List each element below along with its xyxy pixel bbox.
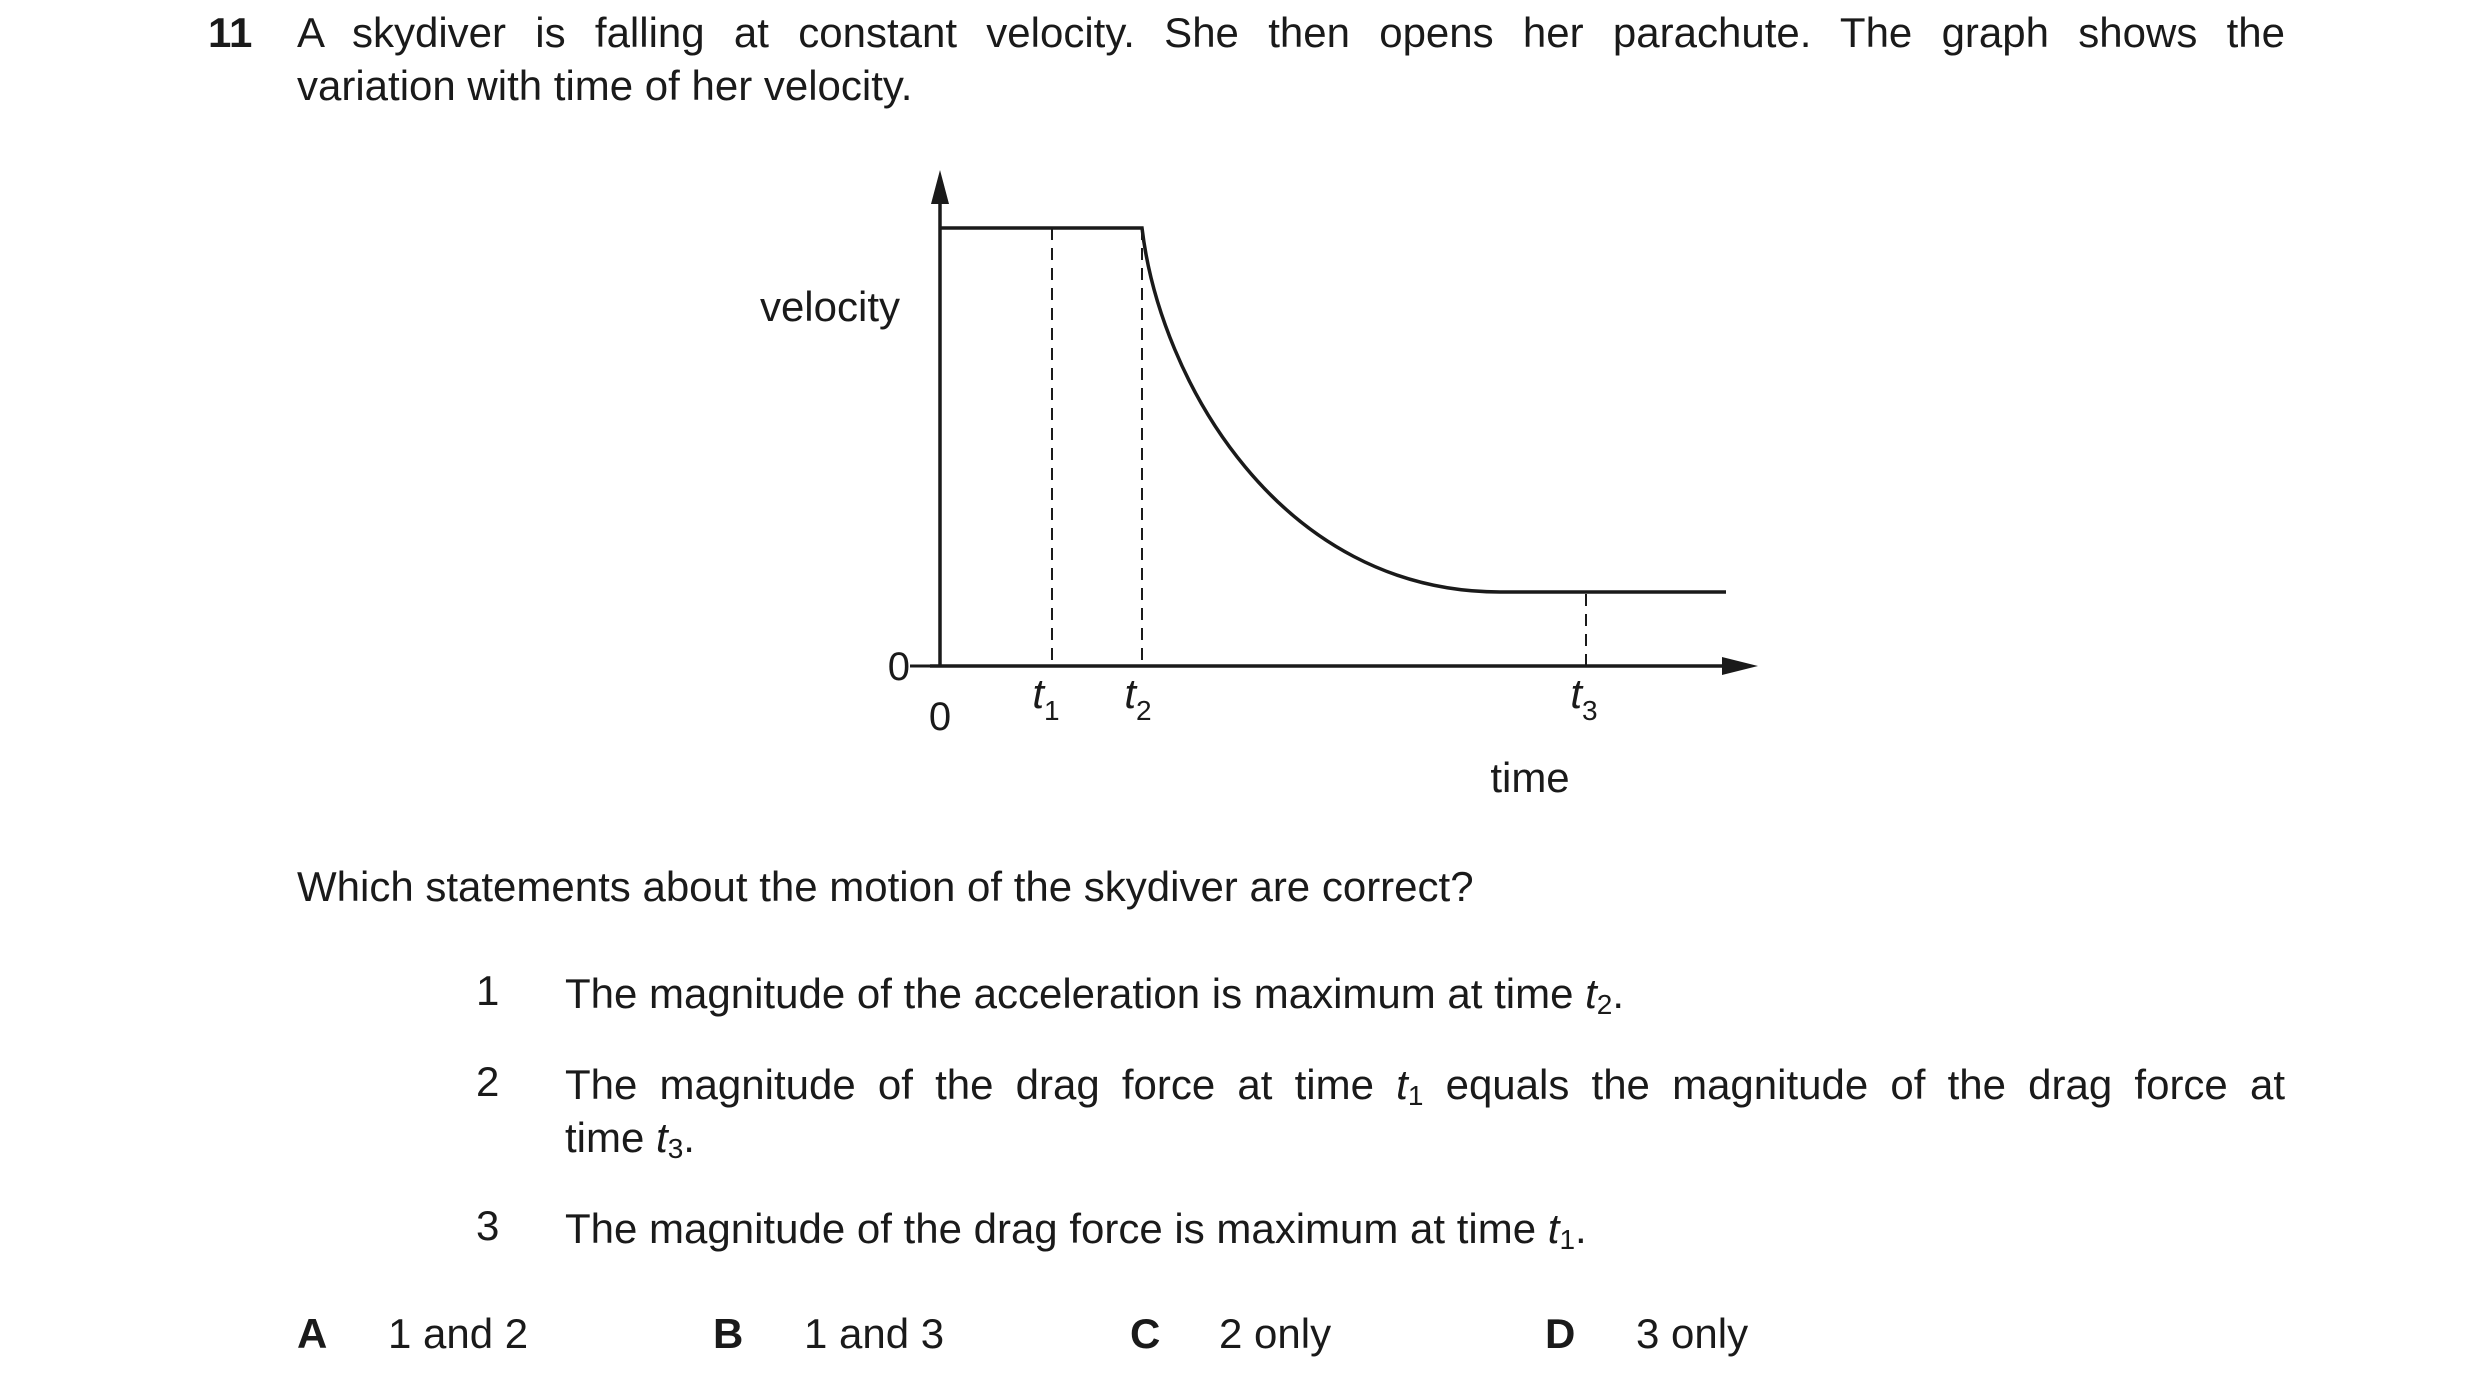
question-number: 11 [208, 9, 253, 56]
statement-2-text: The magnitude of the drag force at time [565, 1061, 1397, 1108]
statement-1-sub: 2 [1596, 989, 1613, 1020]
option-b-letter[interactable]: B [713, 1310, 744, 1357]
statement-1-text: The magnitude of the acceleration is maximum at time [565, 970, 1586, 1017]
statement-1-var: t [1585, 970, 1597, 1017]
t2-subscript: 2 [1136, 695, 1152, 726]
option-b-text[interactable]: 1 and 3 [804, 1310, 945, 1357]
option-a-text[interactable]: 1 and 2 [388, 1310, 529, 1357]
t1-label [1032, 670, 1059, 726]
question-prompt: Which statements about the motion of the skydiver are correct? [297, 863, 1474, 910]
x-axis-arrowhead [1722, 657, 1758, 675]
y-axis-zero-label: 0 [887, 645, 910, 689]
statement-1 [565, 967, 1624, 1020]
statement-2-var2: t [656, 1114, 668, 1161]
option-d-text[interactable]: 3 only [1636, 1310, 1749, 1357]
statement-3-text: The magnitude of the drag force is maximum at time [565, 1205, 1548, 1252]
t2-symbol: t [1124, 670, 1137, 717]
t1-subscript: 1 [1044, 695, 1060, 726]
statement-2-var: t [1396, 1061, 1408, 1108]
option-a-letter[interactable]: A [297, 1310, 328, 1357]
statement-3-number: 3 [476, 1202, 500, 1249]
t2-label [1124, 670, 1151, 726]
t1-symbol: t [1032, 670, 1045, 717]
option-d-letter[interactable]: D [1545, 1310, 1576, 1357]
option-c-text[interactable]: 2 only [1219, 1310, 1332, 1357]
statement-1-number: 1 [476, 967, 500, 1014]
statement-2-mid: equals the magnitude of the drag force at [1423, 1061, 2285, 1108]
statement-2-sub2: 3 [667, 1133, 684, 1164]
statement-3-end: . [1575, 1205, 1587, 1252]
velocity-curve [940, 228, 1726, 592]
t3-symbol: t [1570, 670, 1583, 717]
statement-2-sub: 1 [1407, 1080, 1424, 1111]
statement-2-number: 2 [476, 1058, 500, 1105]
statement-2-line-2 [565, 1111, 695, 1164]
statement-1-end: . [1612, 970, 1625, 1017]
statement-2-end: . [683, 1114, 695, 1161]
statement-3-sub: 1 [1559, 1224, 1576, 1255]
option-c-letter[interactable]: C [1130, 1310, 1161, 1357]
statement-3-var: t [1547, 1205, 1560, 1252]
statement-2-line-1 [565, 1058, 2285, 1111]
question-intro-line-1: A skydiver is falling at constant velocity. She then opens her parachute. The graph shows the [297, 9, 2285, 56]
y-axis-label: velocity [759, 283, 900, 330]
x-axis-origin-label: 0 [928, 695, 952, 739]
y-axis-arrowhead [931, 170, 949, 204]
t3-label [1570, 670, 1597, 726]
statement-3 [565, 1202, 1587, 1255]
t3-subscript: 3 [1582, 695, 1598, 726]
x-axis-label: time [1490, 754, 1570, 801]
statement-2-line2-text: time [565, 1114, 657, 1161]
question-intro-line-2: variation with time of her velocity. [297, 62, 913, 109]
